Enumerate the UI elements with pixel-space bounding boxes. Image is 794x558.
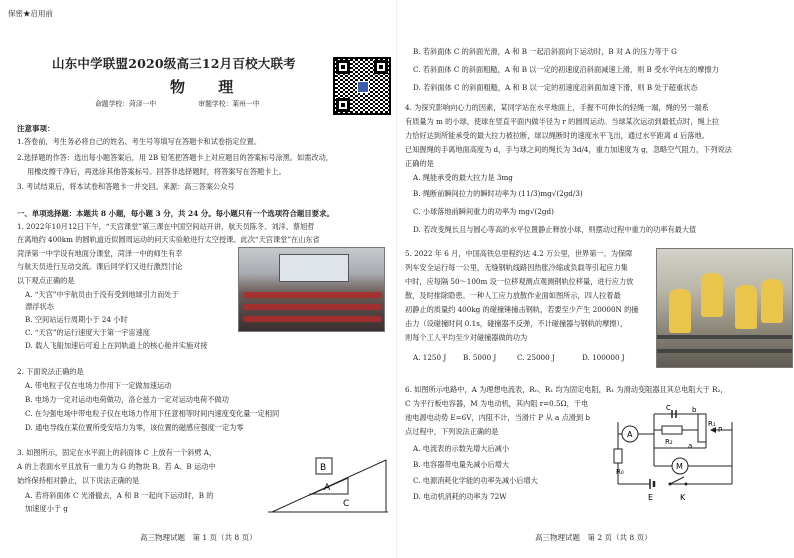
r1-label: R₁ [708,420,716,428]
battery-label: E [648,493,654,502]
q6-option-a: A. 电流表的示数先增大后减小 [413,444,510,453]
q5-stem-line: 击力（设碰撞时间 0.1s，碰撞器不反弹，不计碰撞器与钢轨的摩擦）， [405,319,628,328]
q4-option-d: D. 若改变绳长且与圆心等高的水平位置静止释放小球，则摆动过程中重力的功率有最大值 [413,225,697,234]
q3-option-a: A. 若将斜面体 C 光滑撤去，A 和 B 一起向下运动时，B 的 [25,491,214,500]
q1-option-c: C. “天宫”的运行速度大于第一宇宙速度 [25,328,150,337]
q5-option-c: C. 25000 J [517,353,555,362]
q6-option-d: D. 电动机消耗的功率为 72W [413,492,507,501]
notice-title: 注意事项： [17,124,55,133]
page-footer: 高三物理试题 第 2 页（共 8 页） [535,533,652,542]
q5-stem-line: 5. 2022 年 6 月，中国高铁总里程约达 4.2 万公里，世界第一。为保障 [405,249,633,258]
subject-title: 物 理 [170,78,248,96]
q5-stem-line: 则每个工人平均至少对碰撞器做的功为 [405,333,528,342]
q1-option-a-cont: 漂浮状态 [25,302,54,311]
q6-stem-line: 点过程中，下列说法正确的是 [405,427,499,436]
q5-stem-line: 列车安全运行每一公里，无缝钢轨线路因热胀冷缩或负载等引起应力集 [405,263,628,272]
switch-label: K [680,493,686,502]
figure-label-c: C [343,499,350,509]
notice-line: 2.选择题的作答：选出每小题答案后，用 2B 铅笔把答题卡上对应题目的答案标号涂黑。如需改动， [17,153,333,162]
notice-line: 3. 考试结束后，将本试卷和答题卡一并交回。来源：高三答案公众号 [17,182,235,191]
q3-stem-line: 始终保持相对静止，以下说法正确的是 [17,476,140,485]
figure-label-b: B [320,463,327,473]
q2-option-d: D. 通电导线在某位置所受安培力为零，该位置的磁感应强度一定为零 [25,423,244,432]
q5-stem-line: 散，及时排除隐患。一种人工应力放散作业面如图所示，四人拉着最 [405,291,621,300]
q4-option-a: A. 绳能承受的最大拉力是 3mg [413,173,513,182]
page-2 [397,0,794,558]
school-info [95,99,300,110]
q4-stem-line: 正确的是 [405,159,434,168]
section-1-title: 一、单项选择题：本题共 8 小题，每小题 3 分，共 24 分。每小题只有一个选项符合题目要求。 [17,209,334,218]
ammeter-label: A [627,430,633,439]
q3-option-a-cont: 加速度小于 g [25,504,68,513]
classroom-photo [238,247,385,332]
q5-stem-line: 初静止的质量约 400kg 的碰撞锤撞击钢轨，若要至少产生 20000N 的撞 [405,305,639,314]
motor-label: M [676,462,683,471]
a-label: a [688,442,693,450]
q1-stem-line: 以下观点正确的是 [17,276,75,285]
q4-stem-line: 力恰好达到所能承受的最大拉力被拉断，球以绳断时的速度水平飞出，通过水平距离 d 后落地。 [405,131,709,140]
q3-stem-line: A 的上表面水平且放有一重力为 G 的物块 B。若 A、B 运动中 [17,462,216,471]
q4-option-c: C. 小球落地前瞬间重力的功率为 mg√(2gd) [413,207,554,216]
q3-option-d: D. 若斜面体 C 的斜面粗糙，A 和 B 以一定的初速度沿斜面加速下滑，则 B 处于超重状态 [413,83,698,92]
circuit-diagram [610,404,740,504]
q3-stem-line: 3. 如图所示，固定在水平面上的斜面体 C 上放有一个斜劈 A， [17,448,217,457]
q4-stem-line: 已知握绳的手离地面高度为 d，手与球之间的绳长为 3d/4，重力加速度为 g，忽略空气阻力，下列说法 [405,145,732,154]
qr-code-icon [333,57,391,115]
q4-stem-line: 4. 为探究影响向心力的因素，某同学站在水平地面上，手握不可伸长的轻绳一端，绳的另一端系 [405,103,709,112]
figure-label-a: A [324,483,331,493]
railway-workers-photo [656,248,793,368]
q3-option-c: C. 若斜面体 C 的斜面粗糙，A 和 B 以一定的初速度沿斜面减速上滑，则 B 受水平向左的摩擦力 [413,65,719,74]
q6-stem-line: 6. 如图所示电路中，A 为理想电流表，R₀、R₁ 均为固定电阻，R₁ 为滑动变阻器且其总电阻大于 R₂， [405,385,728,394]
q6-stem-line: C 为平行板电容器，M 为电动机，其内阻 r=0.5Ω，干电 [405,399,589,408]
notice-line: 用橡皮擦干净后，再选涂其他答案标号。回答非选择题时，将答案写在答题卡上。 [27,167,286,176]
q5-option-d: D. 100000 J [582,353,625,362]
q1-option-b: B. 空间站运行周期小于 24 小时 [25,315,128,324]
q1-stem-line: 1. 2022年10月12日下午，“天宫课堂”第三课在中国空间站开讲，航天员陈冬、刘洋、蔡旭哲 [17,222,315,231]
p-label: P [718,426,723,434]
capacitor-label: C [666,404,671,412]
setter-school: 命题学校：菏泽一中 [95,100,157,108]
q3-option-b: B. 若斜面体 C 的斜面光滑，A 和 B 一起沿斜面向下运动时，B 对 A 的压力等于 G [413,47,677,56]
q2-option-c: C. 在匀强电场中带电粒子仅在电场力作用下任意相等时间内速度变化量一定相同 [25,409,280,418]
q5-stem-line: 中时，应每隔 50～100m 设一位移观测点观测钢轨位移量，进行应力放 [405,277,634,286]
q6-option-b: B. 电容器带电量先减小后增大 [413,460,510,469]
q2-option-b: B. 电场力一定对运动电荷做功，洛仑兹力一定对运动电荷不做功 [25,395,229,404]
reviewer-school: 审题学校：莱州一中 [198,100,260,108]
r0-label: R₀ [616,468,624,476]
notice-line: 1.答卷前，考生务必将自己的姓名、考生号等填写在答题卡和试卷指定位置。 [17,137,262,146]
incline-figure [268,448,388,518]
q1-option-a: A. “天宫”中宇航员由于没有受到地球引力而处于 [25,290,179,299]
q1-stem-line: 菏泽第一中学设有地面分课堂，菏泽一中的师生有幸 [17,249,183,258]
q4-stem-line: 有质量为 m 的小球，使球在竖直平面内做半径为 r 的圆周运动。当球某次运动到最低点时，绳上拉 [405,117,720,126]
q2-stem: 2. 下面说法正确的是 [17,367,84,376]
q2-option-a: A. 带电粒子仅在电场力作用下一定做加速运动 [25,381,172,390]
b-label: b [692,406,697,414]
secret-label: 保密★启用前 [8,9,53,18]
q6-stem-line: 池电源电动势 E=6V，内阻不计，当滑片 P 从 a 点滑到 b [405,413,591,422]
q1-option-d: D. 载人飞船加速后可追上在同轨道上的核心舱并实施对接 [25,341,208,350]
exam-title: 山东中学联盟2020级高三12月百校大联考 [52,56,296,71]
q5-option-a: A. 1250 J [413,353,447,362]
q1-stem-line: 与航天员进行互动交流。课后同学们又进行激烈讨论 [17,262,183,271]
q4-option-b: B. 绳断前瞬间拉力的瞬时功率为 (11/3)mg√(2gd/3) [413,189,583,198]
q6-option-c: C. 电源消耗化学能的功率先减小后增大 [413,476,538,485]
q1-stem-line: 在离地约 400km 的圆轨道近似圆周运动的问天实验舱进行太空授课。此次“天宫课堂”在山东省 [17,235,320,244]
r2-label: R₂ [665,438,673,446]
page-footer: 高三物理试题 第 1 页（共 8 页） [140,533,257,542]
q5-option-b: B. 5000 J [463,353,497,362]
